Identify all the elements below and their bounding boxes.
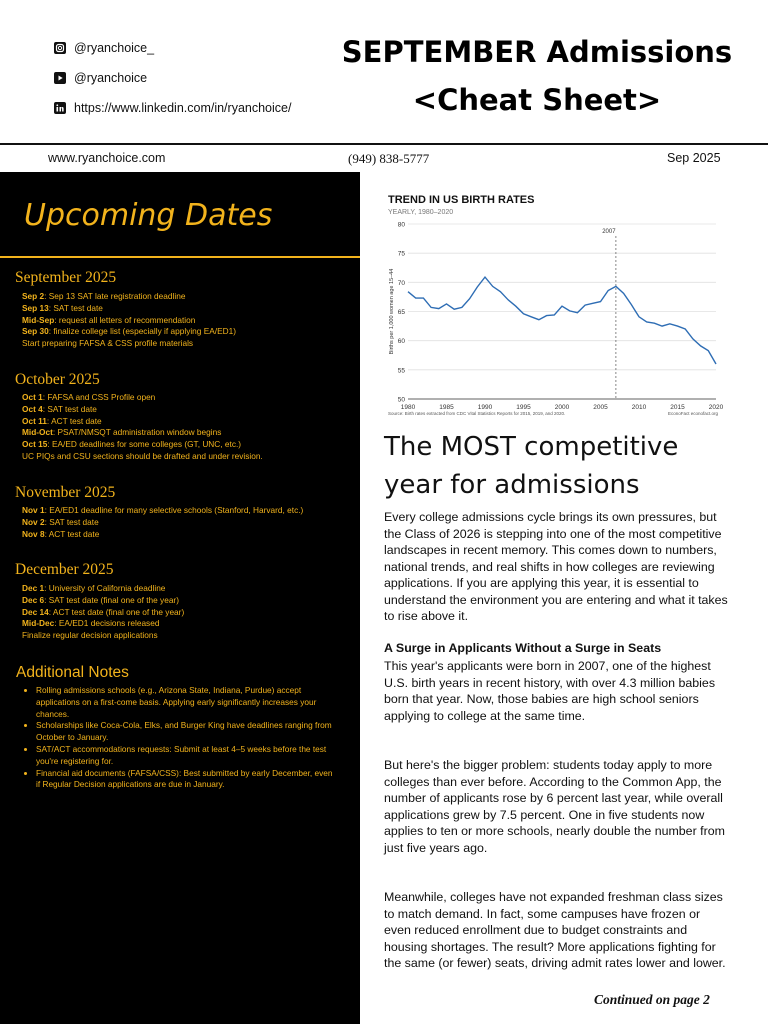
date-item [22,529,303,541]
article-paragraph-2: This year's applicants were born in 2007, one of the highest U.S. birth years in recent history, with over 4.3 million babies born that year. Now, those babies are high school seniors applying to college at the same time. [384,659,716,723]
date-item [22,404,263,416]
date-label: Nov 1 [22,505,45,515]
date-item [22,451,263,463]
phone-number: (949) 838-5777 [348,151,430,166]
date-label: Dec 14 [22,606,49,617]
date-label: Sep 13 [22,302,49,313]
date-description: UC PIQs and CSU sections should be drafted and under revision. [22,450,263,461]
date-label: Dec 1 [22,583,45,593]
x-tick-label: 1985 [439,404,454,411]
article-paragraph-3: But here's the bigger problem: students today apply to more colleges than ever before. According to the Common App, the number of applicants rose by 6 percent last year, while overall applications grew by 7.5 percent. One in five students now applies to ten or more schools, nearly double the number from just five years ago. [384,758,725,855]
chart-credit: EconoFact econofact.org [667,411,718,416]
date-label: Oct 1 [22,392,43,402]
october-list [22,392,263,463]
date-description: Start preparing FAFSA & CSS profile materials [22,338,194,349]
date-label: Mid-Sep [22,314,55,325]
social-instagram[interactable] [54,41,154,55]
chart-svg [368,186,724,422]
continued-note: Continued on page 2 [594,992,710,1007]
date-label: Dec 6 [22,594,45,605]
instagram-handle[interactable]: @ryanchoice_ [74,41,155,55]
linkedin-url[interactable]: https://www.linkedin.com/in/ryanchoice/ [74,101,292,115]
y-tick-label: 80 [397,221,405,229]
date-label: Oct 15 [22,439,48,450]
x-tick-label: 1990 [477,404,493,411]
y-tick-label: 60 [397,338,405,346]
date-label: Oct 11 [22,415,47,426]
note-item: • SAT/ACT accommodations requests: Submit at least 4–5 weeks before the test you're registering for. [36,744,338,768]
x-tick-label: 2020 [708,404,724,411]
chart-source: Source: Birth rates extracted from CDC Vital Statistics Reports for 2015, 2019, and 2020. [388,411,566,416]
date-item [22,427,263,439]
date-description: : FAFSA and CSS Profile open [42,392,156,402]
month-heading-october: October 2025 [15,371,100,388]
x-tick-label: 1995 [516,404,531,411]
november-list [22,505,303,540]
december-list [22,583,184,642]
date-description: : PSAT/NMSQT administration window begins [52,427,222,438]
date-description: : EA/ED deadlines for some colleges (GT, UNC, etc.) [47,439,242,450]
date-item [22,291,236,303]
article-paragraph-4: Meanwhile, colleges have not expanded freshman class sizes to match demand. In fact, some campuses have frozen or even reduced enrollment due to budget constraints and housing shortages. The result? More applications fighting for the same (or fewer) seats, driving admit rates lower and lower. [384,890,726,970]
month-heading-november: November 2025 [15,484,116,501]
date-description: : University of California deadline [44,583,166,593]
date-item [22,338,236,350]
additional-notes [22,685,338,791]
date-description: : request all letters of recommendation [54,314,196,325]
title-line-2: <Cheat Sheet> [412,83,662,117]
date-description: : ACT test date [44,528,100,539]
month-heading-december: December 2025 [15,561,114,578]
y-axis-label: Births per 1,000 women age 15–44 [389,268,395,355]
y-tick-label: 50 [397,396,405,404]
website-link[interactable]: www.ryanchoice.com [48,151,166,165]
youtube-handle[interactable]: @ryanchoice [74,71,148,85]
linkedin-icon [54,102,66,114]
article-paragraph-1: Every college admissions cycle brings its own pressures, but the Class of 2026 is stepping into one of the most competitive landscapes in recent memory. This comes down to numbers, national trends, and real shifts in how colleges are reviewing applications. If you are applying this year, it is essential to understand the environment you are entering and what it takes to rise above it. [384,510,728,623]
chart-background [368,186,720,422]
date-label: Oct 4 [22,403,43,414]
date-item [22,315,236,327]
chart-title: TREND IN US BIRTH RATES [388,194,535,206]
x-tick-label: 1980 [400,404,416,411]
date-item [22,618,184,630]
date-description: : EA/ED1 decisions released [54,618,160,629]
x-tick-label: 2000 [554,404,570,411]
september-list [22,291,236,350]
x-tick-label: 2010 [631,404,647,411]
instagram-icon [54,42,66,54]
x-tick-label: 2005 [593,404,608,411]
date-label: Mid-Oct [22,427,53,438]
note-item: • Scholarships like Coca-Cola, Elks, and Burger King have deadlines ranging from October to January. [36,720,338,744]
date-label: Sep 30 [22,326,49,337]
date-description: : ACT test date [46,415,102,426]
y-tick-label: 70 [397,279,405,287]
youtube-icon [54,72,66,84]
month-heading-september: September 2025 [15,269,117,286]
date-item [22,303,236,315]
annotation-label: 2007 [602,229,616,235]
date-label: Nov 8 [22,528,45,539]
date-label: Sep 2 [22,291,45,301]
additional-notes-heading: Additional Notes [16,664,129,681]
date-label: Mid-Dec [22,618,55,629]
y-tick-label: 75 [397,250,405,258]
date-description: : EA/ED1 deadline for many selective schools (Stanford, Harvard, etc.) [44,505,304,515]
note-item: • Rolling admissions schools (e.g., Arizona State, Indiana, Purdue) accept applications on a first-come basis. Applying early significantly increases your chances. [36,685,338,720]
date-item [22,595,184,607]
date-item [22,439,263,451]
article-subhead: A Surge in Applicants Without a Surge in Seats [384,641,662,655]
gold-divider [0,256,360,258]
date-description: Finalize regular decision applications [22,630,158,641]
date-item [22,326,236,338]
date-item [22,392,263,404]
date-description: : ACT test date (final one of the year) [48,606,185,617]
social-linkedin[interactable] [54,101,291,115]
date-item [22,505,303,517]
date-item [22,607,184,619]
date-description: : finalize college list (especially if applying EA/ED1) [48,326,236,337]
header-divider [0,143,768,145]
birth-rate-chart [368,186,724,422]
date-description: : Sep 13 SAT late registration deadline [44,291,186,301]
date-description: : SAT test date (final one of the year) [44,594,179,605]
y-tick-label: 55 [397,367,405,375]
date-item [22,517,303,529]
chart-subtitle: YEARLY, 1980–2020 [388,209,454,216]
x-tick-label: 2015 [670,404,685,411]
date-item [22,416,263,428]
date-label: Nov 2 [22,516,45,527]
upcoming-dates-heading: Upcoming Dates [24,198,273,233]
note-item: • Financial aid documents (FAFSA/CSS): Best submitted by early December, even if Regular Decision applications are due in January. [36,768,338,792]
date-description: : SAT test date [44,516,99,527]
date-description: : SAT test date [42,403,97,414]
title-line-1: SEPTEMBER Admissions [341,35,733,69]
social-youtube[interactable] [54,71,147,85]
issue-date: Sep 2025 [667,151,721,165]
y-tick-label: 65 [397,309,405,316]
date-description: : SAT test date [48,302,103,313]
date-item [22,630,184,642]
article-headline: The MOST competitive year for admissions [384,432,679,500]
page-title [330,28,744,124]
date-item [22,583,184,595]
